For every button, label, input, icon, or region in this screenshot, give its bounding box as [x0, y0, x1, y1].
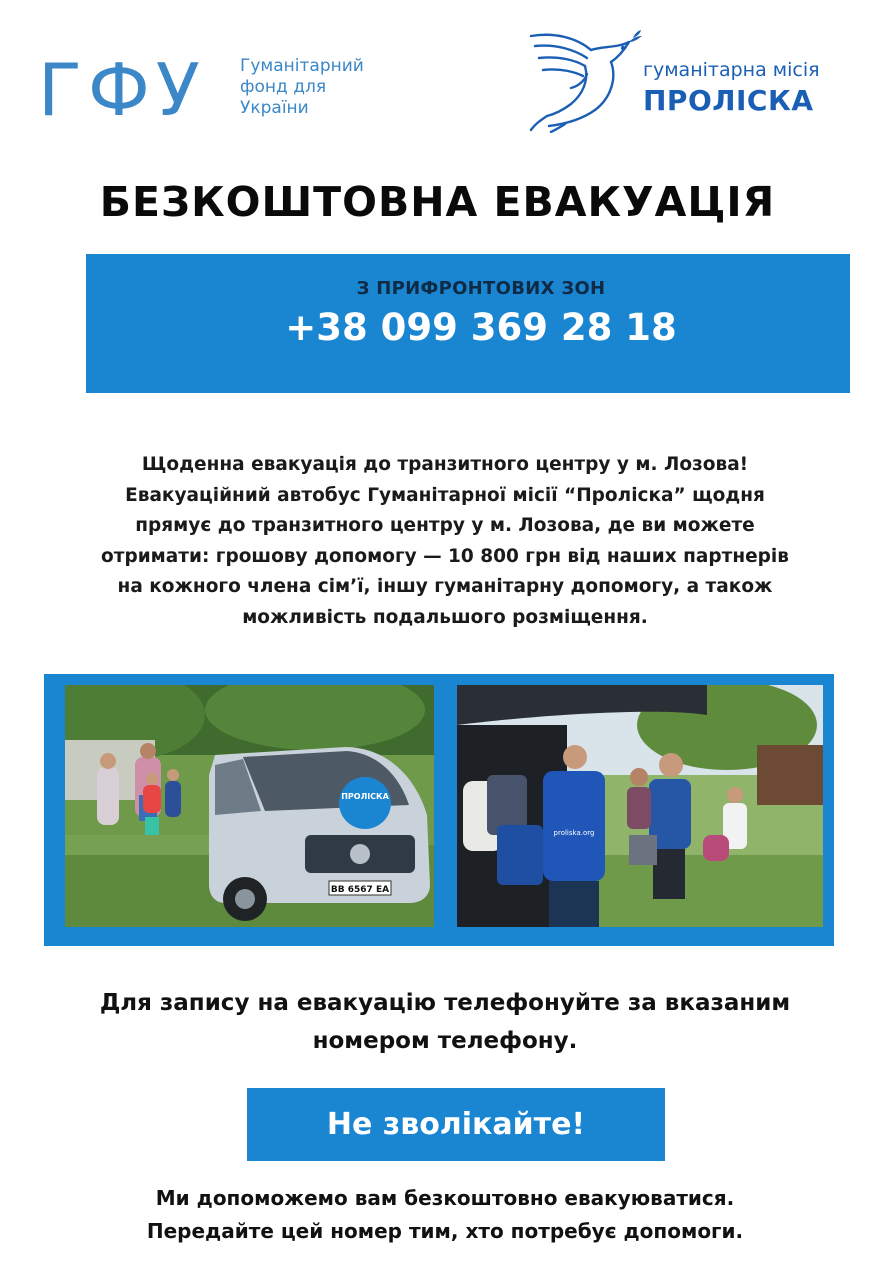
proliska-name: ПРОЛІСКА	[643, 84, 814, 117]
cta-line: Для запису на евакуацію телефонуйте за вказаним	[99, 990, 791, 1016]
gfu-subtitle-line: фонд для	[240, 77, 327, 97]
cta-line: номером телефону.	[312, 1028, 578, 1054]
gfu-subtitle-line: Гуманітарний	[240, 56, 364, 76]
gfu-subtitle-line: України	[240, 98, 309, 118]
description-line: отримати: грошову допомогу — 10 800 грн від наших партнерів	[101, 545, 789, 567]
dove-icon	[525, 28, 645, 133]
phone-banner	[86, 254, 850, 393]
description-line: Щоденна евакуація до транзитного центру у м. Лозова!	[141, 454, 749, 475]
description-paragraph	[30, 450, 860, 633]
footer-text	[30, 1182, 860, 1248]
phone-number[interactable]: +38 099 369 28 18	[285, 306, 677, 349]
photo-frame	[44, 674, 834, 946]
gfu-logo	[38, 50, 378, 130]
phone-banner-label: З ПРИФРОНТОВИХ ЗОН	[356, 278, 606, 299]
gfu-logo-letters: ГФУ	[38, 48, 206, 132]
description-line: прямує до транзитного центру у м. Лозова, де ви можете	[135, 515, 755, 536]
proliska-subtitle: гуманітарна місія	[643, 59, 820, 81]
page-title: БЕЗКОШТОВНА ЕВАКУАЦІЯ	[99, 178, 776, 226]
vest-text: proliska.org	[553, 829, 595, 837]
description-line: можливість подальшого розміщення.	[242, 606, 648, 628]
van-plate-text: ВВ 6567 ЕА	[330, 885, 390, 895]
description-line: на кожного члена сім’ї, іншу гуманітарну допомогу, а також	[117, 576, 773, 597]
photo-volunteers	[457, 685, 823, 927]
call-to-action-text	[30, 984, 860, 1060]
footer-line: Ми допоможемо вам безкоштовно евакуюватися.	[155, 1186, 735, 1210]
photo-evacuation-van	[65, 685, 434, 927]
gfu-logo-subtitle	[240, 56, 364, 119]
van-illustration	[209, 747, 430, 921]
dont-delay-button[interactable]: Не зволікайте!	[247, 1088, 665, 1161]
footer-line: Передайте цей номер тим, хто потребує допомоги.	[146, 1219, 744, 1243]
proliska-logo	[525, 28, 845, 138]
van-decal-text: ПРОЛІСКА	[341, 792, 389, 801]
description-line: Евакуаційний автобус Гуманітарної місії “Проліска” щодня	[125, 484, 765, 506]
